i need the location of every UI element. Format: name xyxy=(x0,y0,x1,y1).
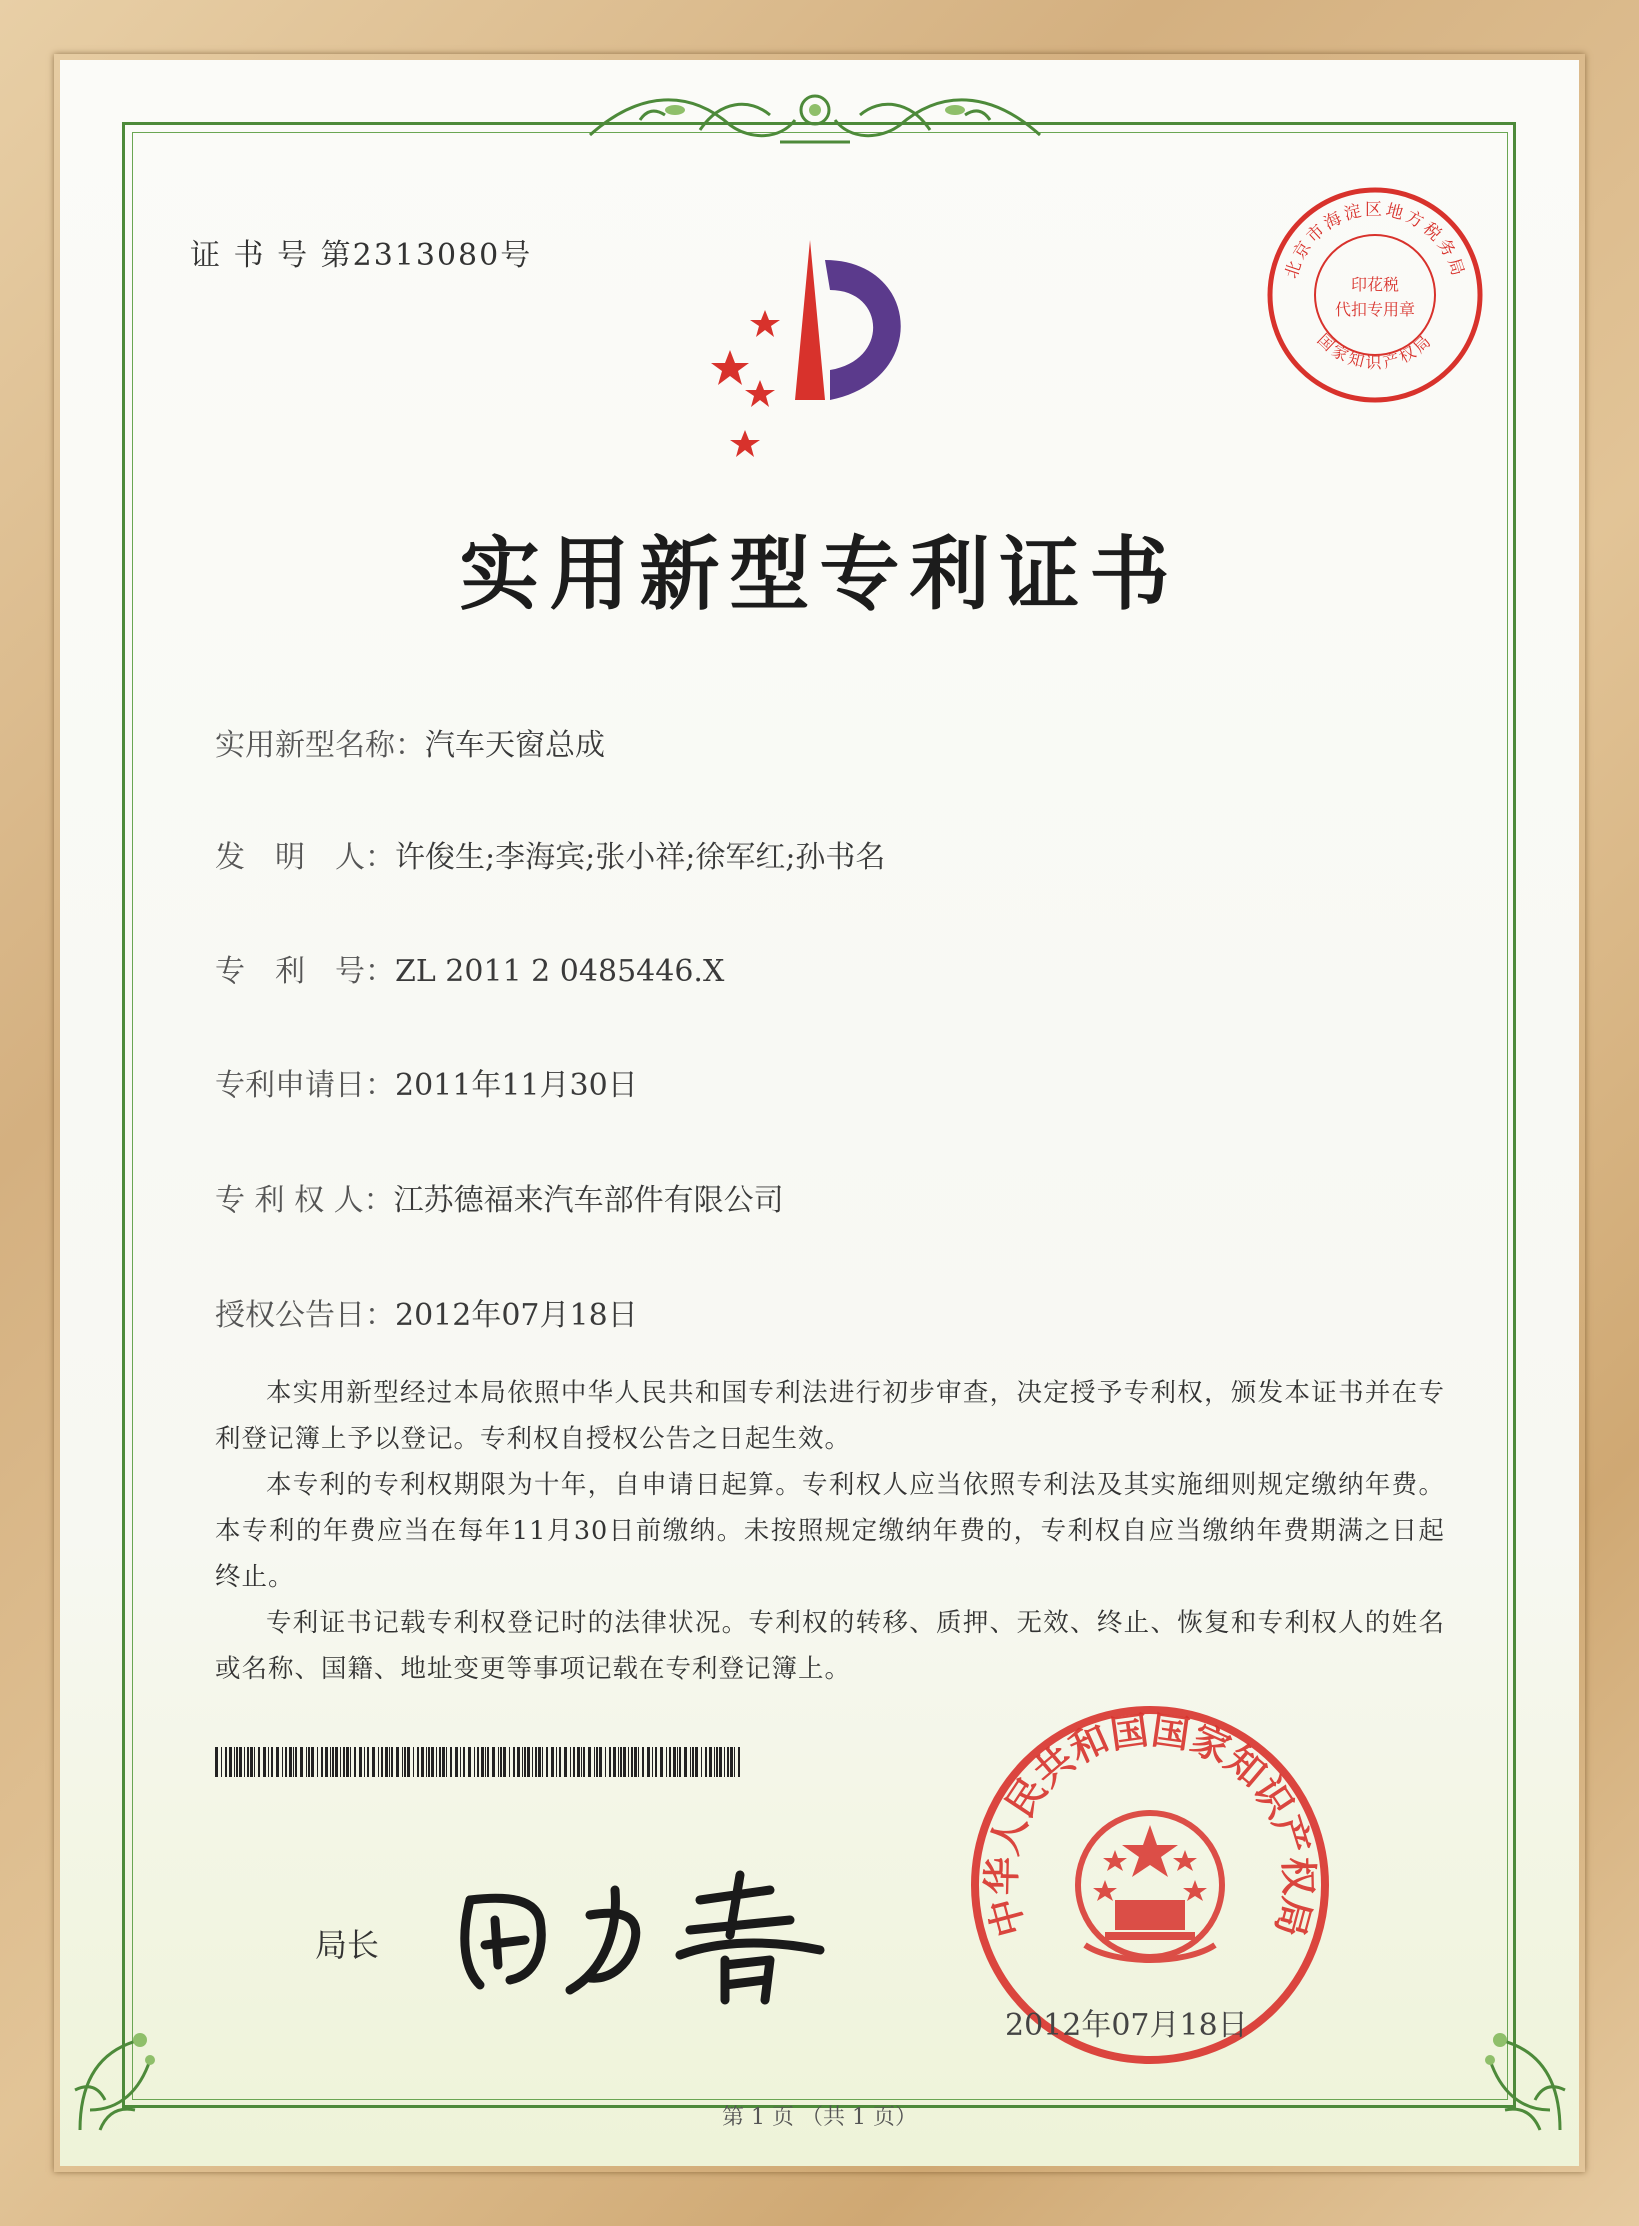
barcode-bar xyxy=(311,1747,314,1777)
patent-office-logo-icon xyxy=(690,230,920,490)
barcode-bar xyxy=(485,1747,486,1777)
barcode-bar xyxy=(588,1747,591,1777)
barcode-bar xyxy=(481,1747,484,1777)
barcode-bar xyxy=(468,1747,471,1777)
barcode-bar xyxy=(684,1747,687,1777)
barcode-bar xyxy=(542,1747,543,1777)
barcode-bar xyxy=(450,1747,452,1777)
certificate-number: 证 书 号 第2313080号 xyxy=(190,238,533,273)
barcode-bar xyxy=(244,1747,245,1777)
barcode-bar xyxy=(321,1747,323,1777)
barcode-bar xyxy=(638,1747,639,1777)
barcode-bar xyxy=(225,1747,227,1777)
barcode-bar xyxy=(546,1747,548,1777)
barcode-bar xyxy=(500,1747,502,1777)
barcode-bar xyxy=(631,1747,633,1777)
barcode-bar xyxy=(677,1747,678,1777)
small-stamp-ring-text: 北京市海淀区地方税务局 xyxy=(1281,200,1469,282)
barcode-bar xyxy=(463,1747,465,1777)
barcode-bar xyxy=(727,1747,729,1777)
field-grant-date: 授权公告日：2012年07月18日 xyxy=(215,1298,638,1333)
barcode-bar xyxy=(421,1747,424,1777)
small-stamp-line1: 印花税 xyxy=(1350,275,1400,294)
director-label: 局长 xyxy=(315,1926,380,1964)
barcode-bar xyxy=(396,1747,399,1777)
certificate-paper xyxy=(60,60,1579,2166)
barcode-bar xyxy=(413,1747,414,1777)
page-number: 第 1 页 （共 1 页） xyxy=(722,2105,917,2130)
barcode-bar xyxy=(487,1747,489,1777)
barcode-bar xyxy=(285,1747,287,1777)
barcode-bar xyxy=(332,1747,334,1777)
barcode-bar xyxy=(724,1747,725,1777)
barcode-bar xyxy=(306,1747,307,1777)
barcode-bar xyxy=(350,1747,351,1777)
barcode-bar xyxy=(527,1747,530,1777)
barcode-bar xyxy=(730,1747,733,1777)
field-patent-number: 专 利 号：ZL 2011 2 0485446.X xyxy=(215,954,725,989)
barcode-bar xyxy=(709,1747,712,1777)
barcode-bar xyxy=(513,1747,515,1777)
barcode-bar xyxy=(594,1747,595,1777)
barcode-bar xyxy=(669,1747,671,1777)
barcode-bar xyxy=(596,1747,598,1777)
barcode-bar xyxy=(692,1747,694,1777)
tax-stamp-icon xyxy=(1260,180,1490,410)
field-application-date: 专利申请日：2011年11月30日 xyxy=(215,1068,638,1103)
barcode-bar xyxy=(343,1747,345,1777)
barcode-bar xyxy=(300,1747,303,1777)
barcode-bar xyxy=(276,1747,279,1777)
barcode-bar xyxy=(439,1747,441,1777)
certificate-title: 实用新型专利证书 xyxy=(459,527,1180,621)
barcode-bar xyxy=(346,1747,349,1777)
barcode-bar xyxy=(609,1747,611,1777)
barcode-bar xyxy=(426,1747,427,1777)
seal-date: 2012年07月18日 xyxy=(1005,2008,1248,2043)
barcode-icon xyxy=(215,1747,745,1777)
barcode-bar xyxy=(293,1747,294,1777)
barcode-bar xyxy=(690,1747,691,1777)
small-stamp-line2: 代扣专用章 xyxy=(1334,300,1416,319)
barcode-bar xyxy=(714,1747,715,1777)
barcode-bar xyxy=(460,1747,461,1777)
barcode-bar xyxy=(431,1747,434,1777)
barcode-bar xyxy=(417,1747,419,1777)
barcode-bar xyxy=(258,1747,260,1777)
barcode-bar xyxy=(250,1747,253,1777)
barcode-bar xyxy=(738,1747,740,1777)
barcode-bar xyxy=(372,1747,375,1777)
director-signature-icon xyxy=(440,1860,860,2010)
barcode-bar xyxy=(308,1747,310,1777)
barcode-bar xyxy=(570,1747,571,1777)
barcode-bar xyxy=(701,1747,702,1777)
barcode-bar xyxy=(330,1747,331,1777)
barcode-bar xyxy=(492,1747,495,1777)
barcode-bar xyxy=(652,1747,653,1777)
barcode-bar xyxy=(599,1747,602,1777)
barcode-bar xyxy=(679,1747,681,1777)
paragraph-term: 本专利的专利权期限为十年，自申请日起算。专利权人应当依照专利法及其实施细则规定缴纳年费。本专利的年费应当在每年11月30日前缴纳。未按照规定缴纳年费的，专利权自应当缴纳年费期满之日起终止。 xyxy=(215,1470,1445,1592)
barcode-bar xyxy=(385,1747,388,1777)
barcode-bar xyxy=(666,1747,667,1777)
barcode-bar xyxy=(402,1747,403,1777)
barcode-bar xyxy=(613,1747,616,1777)
barcode-bar xyxy=(354,1747,356,1777)
barcode-bar xyxy=(524,1747,526,1777)
barcode-bar xyxy=(573,1747,575,1777)
barcode-bar xyxy=(381,1747,383,1777)
barcode-bar xyxy=(289,1747,292,1777)
barcode-bar xyxy=(367,1747,369,1777)
barcode-bar xyxy=(391,1747,393,1777)
barcode-bar xyxy=(538,1747,541,1777)
barcode-bar xyxy=(404,1747,406,1777)
barcode-bar xyxy=(446,1747,447,1777)
barcode-bar xyxy=(263,1747,266,1777)
barcode-bar xyxy=(647,1747,650,1777)
barcode-bar xyxy=(389,1747,390,1777)
barcode-bar xyxy=(455,1747,458,1777)
barcode-bar xyxy=(695,1747,698,1777)
top-ornament-icon xyxy=(580,80,1050,150)
barcode-bar xyxy=(535,1747,537,1777)
barcode-bar xyxy=(407,1747,410,1777)
barcode-bar xyxy=(522,1747,523,1777)
barcode-bar xyxy=(271,1747,273,1777)
barcode-bar xyxy=(229,1747,232,1777)
paragraph-grant: 本实用新型经过本局依照中华人民共和国专利法进行初步审查，决定授予专利权，颁发本证书并在专利登记簿上予以登记。专利权自授权公告之日起生效。 xyxy=(215,1378,1445,1454)
barcode-bar xyxy=(509,1747,510,1777)
barcode-bar xyxy=(234,1747,235,1777)
barcode-bar xyxy=(734,1747,735,1777)
barcode-bar xyxy=(428,1747,430,1777)
barcode-bar xyxy=(605,1747,606,1777)
barcode-bar xyxy=(378,1747,379,1777)
barcode-bar xyxy=(239,1747,242,1777)
barcode-bar xyxy=(317,1747,318,1777)
barcode-bar xyxy=(503,1747,506,1777)
barcode-bar xyxy=(618,1747,619,1777)
barcode-bar xyxy=(517,1747,520,1777)
barcode-bar xyxy=(719,1747,722,1777)
barcode-bar xyxy=(559,1747,561,1777)
barcode-bar xyxy=(477,1747,479,1777)
barcode-bar xyxy=(642,1747,644,1777)
barcode-bar xyxy=(436,1747,437,1777)
svg-text:国家知识产权局 xyxy=(1314,330,1437,372)
barcode-bar xyxy=(583,1747,585,1777)
barcode-bar xyxy=(620,1747,622,1777)
barcode-bar xyxy=(634,1747,637,1777)
barcode-bar xyxy=(335,1747,338,1777)
barcode-bar xyxy=(221,1747,222,1777)
barcode-bar xyxy=(532,1747,533,1777)
barcode-bar xyxy=(673,1747,676,1777)
barcode-bar xyxy=(581,1747,582,1777)
barcode-bar xyxy=(556,1747,557,1777)
field-utility-model-name: 实用新型名称：汽车天窗总成 xyxy=(215,728,605,763)
barcode-bar xyxy=(295,1747,297,1777)
barcode-bar xyxy=(325,1747,328,1777)
big-stamp-ring-text: 中华人民共和国国家知识产权局 xyxy=(979,1708,1321,1942)
barcode-bar xyxy=(474,1747,475,1777)
barcode-bar xyxy=(247,1747,249,1777)
barcode-bar xyxy=(623,1747,626,1777)
barcode-bar xyxy=(282,1747,283,1777)
barcode-bar xyxy=(340,1747,341,1777)
small-stamp-bottom-text: 国家知识产权局 xyxy=(1313,329,1437,373)
barcode-bar xyxy=(215,1747,218,1777)
paragraph-legal-status: 专利证书记载专利权登记时的法律状况。专利权的转移、质押、无效、终止、恢复和专利权人的姓名或名称、国籍、地址变更等事项记载在专利登记簿上。 xyxy=(215,1608,1445,1684)
barcode-bar xyxy=(577,1747,580,1777)
barcode-bar xyxy=(364,1747,365,1777)
field-inventors: 发 明 人：许俊生;李海宾;张小祥;徐军红;孙书名 xyxy=(215,840,886,875)
barcode-bar xyxy=(628,1747,629,1777)
barcode-bar xyxy=(254,1747,255,1777)
barcode-bar xyxy=(655,1747,657,1777)
barcode-bar xyxy=(498,1747,499,1777)
field-patentee: 专 利 权 人：江苏德福来汽车部件有限公司 xyxy=(215,1183,784,1218)
barcode-bar xyxy=(564,1747,567,1777)
barcode-bar xyxy=(442,1747,445,1777)
barcode-bar xyxy=(236,1747,238,1777)
barcode-bar xyxy=(716,1747,718,1777)
barcode-bar xyxy=(660,1747,663,1777)
barcode-bar xyxy=(705,1747,707,1777)
barcode-bar xyxy=(551,1747,554,1777)
barcode-bar xyxy=(359,1747,362,1777)
barcode-bar xyxy=(268,1747,269,1777)
